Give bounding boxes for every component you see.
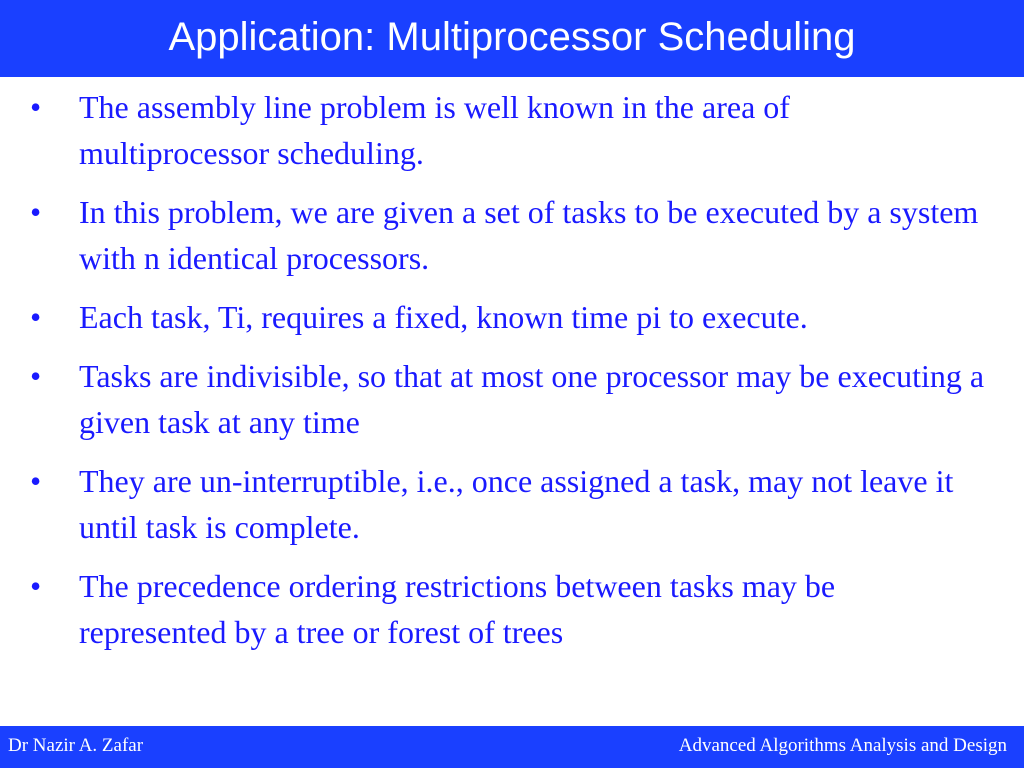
bullet-item [0,563,1024,655]
bullet-text: In this problem, we are given a set of tasks to be executed by a system with n identical processors. [79,194,979,276]
bullet-item [0,458,1024,550]
slide-title: Application: Multiprocessor Scheduling [168,14,856,59]
bullet-text: Tasks are indivisible, so that at most one processor may be executing a given task at any time [79,358,985,440]
bullet-icon: • [30,358,42,394]
bullet-icon: • [30,194,42,230]
bullet-item [0,189,1024,281]
bullet-icon: • [30,299,42,335]
slide-content [0,84,1024,724]
bullet-item [0,294,1024,340]
bullet-icon: • [30,89,42,125]
bullet-text: Each task, Ti, requires a fixed, known time pi to execute. [79,299,808,335]
footer-bar [0,726,1024,768]
bullet-item [0,84,1024,176]
title-bar [0,0,1024,77]
bullet-icon: • [30,568,42,604]
bullet-text: The precedence ordering restrictions between tasks may be represented by a tree or forest of trees [79,568,836,650]
bullet-icon: • [30,463,42,499]
bullet-item [0,353,1024,445]
footer-course-title: Advanced Algorithms Analysis and Design [678,735,1007,756]
bullet-list [0,84,1024,655]
bullet-text: The assembly line problem is well known in the area of multiprocessor scheduling. [79,89,790,171]
footer-author: Dr Nazir A. Zafar [8,735,144,756]
bullet-text: They are un-interruptible, i.e., once assigned a task, may not leave it until task is complete. [79,463,954,545]
